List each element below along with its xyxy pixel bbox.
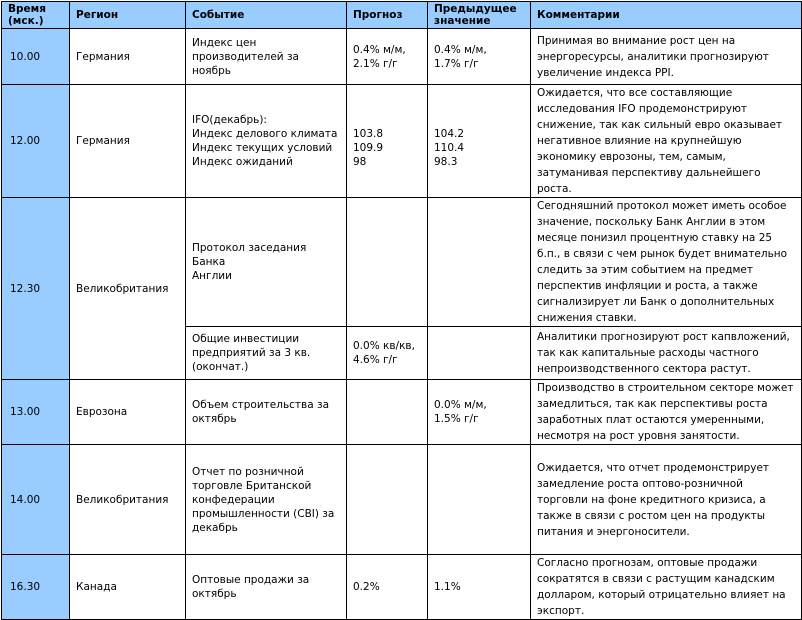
event-cell: Общие инвестиции предприятий за 3 кв. (окончат.) xyxy=(186,327,347,380)
forecast-cell xyxy=(347,380,428,445)
comment-cell: Производство в строительном секторе может замедлиться, так как перспективы роста заработных плат остаются умеренными, несмотря на рост уровня занятости. xyxy=(531,380,802,445)
forecast-cell: 0.2% xyxy=(347,555,428,620)
header-time: Время (мск.) xyxy=(2,2,70,29)
comment-cell: Согласно прогнозам, оптовые продажи сократятся в связи с растущим канадским долларом, который отрицательно влияет на экспорт. xyxy=(531,555,802,620)
previous-cell: 0.0% м/м, 1.5% г/г xyxy=(428,380,531,445)
comment-cell: Сегодняшний протокол может иметь особое значение, поскольку Банк Англии в этом месяце понизил процентную ставку на 25 б.п., в связи с чем рынок будет внимательно следить за этим событием на предмет перспектив инфляции и роста, а также сигнализирует ли Банк о дополнительных снижения ставки. xyxy=(531,198,802,327)
header-region: Регион xyxy=(70,2,186,29)
previous-cell: 1.1% xyxy=(428,555,531,620)
event-cell: Отчет по розничной торговле Британской конфедерации промышленности (CBI) за декабрь xyxy=(186,445,347,555)
previous-cell xyxy=(428,327,531,380)
event-cell: Протокол заседания Банка Англии xyxy=(186,198,347,327)
comment-cell: Аналитики прогнозируют рост капвложений, так как капитальные расходы частного непроизводственного сектора растут. xyxy=(531,327,802,380)
event-cell: Оптовые продажи за октябрь xyxy=(186,555,347,620)
comment-cell: Ожидается, что отчет продемонстрирует замедление роста оптово-розничной торговли на фоне кредитного кризиса, а также в связи с ростом цен на продукты питания и энергоносители. xyxy=(531,445,802,555)
comment-cell: Принимая во внимание рост цен на энергоресурсы, аналитики прогнозируют увеличение индекса PPI. xyxy=(531,29,802,85)
table-row xyxy=(2,555,802,620)
region-cell: Великобритания xyxy=(70,198,186,380)
table-row xyxy=(2,198,802,327)
forecast-cell xyxy=(347,198,428,327)
region-cell: Германия xyxy=(70,29,186,85)
previous-cell xyxy=(428,445,531,555)
header-row xyxy=(2,2,802,29)
region-cell: Германия xyxy=(70,85,186,198)
forecast-cell: 103.8 109.9 98 xyxy=(347,85,428,198)
table-row xyxy=(2,29,802,85)
forecast-cell: 0.4% м/м, 2.1% г/г xyxy=(347,29,428,85)
forecast-cell: 0.0% кв/кв, 4.6% г/г xyxy=(347,327,428,380)
region-cell: Канада xyxy=(70,555,186,620)
previous-cell: 0.4% м/м, 1.7% г/г xyxy=(428,29,531,85)
region-cell: Еврозона xyxy=(70,380,186,445)
comment-cell: Ожидается, что все составляющие исследования IFO продемонстрируют снижение, так как сильный евро оказывает негативное влияние на крупнейшую экономику еврозоны, тем, самым, затуманивая перспективу дальнейшего роста. xyxy=(531,85,802,198)
time-cell: 12.30 xyxy=(2,198,70,380)
table-row xyxy=(2,380,802,445)
header-previous: Предыдущее значение xyxy=(428,2,531,29)
table-row xyxy=(2,85,802,198)
event-cell: Объем строительства за октябрь xyxy=(186,380,347,445)
time-cell: 12.00 xyxy=(2,85,70,198)
region-cell: Великобритания xyxy=(70,445,186,555)
header-comments: Комментарии xyxy=(531,2,802,29)
event-cell: IFO(декабрь): Индекс делового климата Индекс текущих условий Индекс ожиданий xyxy=(186,85,347,198)
header-event: Событие xyxy=(186,2,347,29)
event-cell: Индекс цен производителей за ноябрь xyxy=(186,29,347,85)
header-forecast: Прогноз xyxy=(347,2,428,29)
economic-calendar-table xyxy=(1,1,802,620)
table-row xyxy=(2,445,802,555)
previous-cell xyxy=(428,198,531,327)
forecast-cell xyxy=(347,445,428,555)
time-cell: 13.00 xyxy=(2,380,70,445)
previous-cell: 104.2 110.4 98.3 xyxy=(428,85,531,198)
time-cell: 14.00 xyxy=(2,445,70,555)
time-cell: 10.00 xyxy=(2,29,70,85)
time-cell: 16.30 xyxy=(2,555,70,620)
